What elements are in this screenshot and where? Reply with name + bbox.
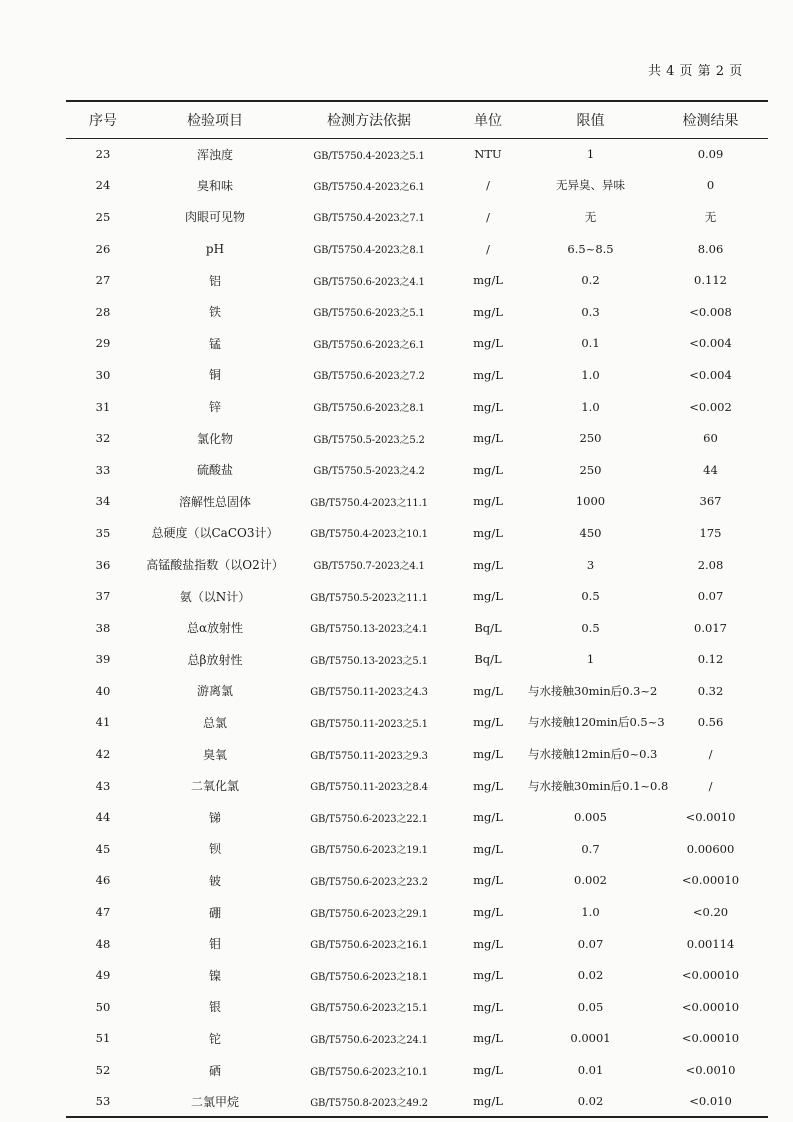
- cell-test-method: GB/T5750.11-2023之5.1: [310, 718, 428, 730]
- header-test-item: 检验项目: [140, 101, 290, 138]
- cell-test-method: GB/T5750.8-2023之49.2: [290, 1086, 448, 1118]
- page-indicator: 共 4 页 第 2 页: [648, 64, 743, 79]
- cell-serial-no: 27: [95, 273, 111, 288]
- cell-limit: 0.3: [581, 304, 600, 319]
- header-test-method: 检测方法依据: [290, 101, 448, 138]
- cell-serial-no: 33: [95, 462, 111, 477]
- cell-test-item: 铝: [208, 273, 221, 288]
- cell-limit: 6.5~8.5: [567, 241, 614, 256]
- table-row: [66, 233, 768, 265]
- cell-test-item: 氨（以N计）: [179, 589, 251, 604]
- cell-unit: mg/L: [473, 494, 503, 509]
- cell-result: 175: [699, 525, 722, 540]
- cell-unit: mg/L: [473, 936, 503, 951]
- cell-unit: mg/L: [473, 810, 503, 825]
- table-row: [66, 486, 768, 518]
- cell-unit: mg/L: [473, 683, 503, 698]
- cell-test-method: GB/T5750.5-2023之5.2: [313, 434, 425, 446]
- cell-unit: mg/L: [473, 367, 503, 382]
- cell-result: 60: [703, 431, 718, 446]
- cell-test-item: 总β放射性: [187, 652, 243, 667]
- cell-unit: mg/L: [473, 336, 503, 351]
- cell-test-method: GB/T5750.4-2023之11.1: [310, 497, 428, 509]
- cell-limit: 0.02: [577, 968, 604, 983]
- cell-test-method: GB/T5750.7-2023之4.1: [313, 561, 425, 573]
- cell-test-item: 总硬度（以CaCO3计）: [151, 526, 279, 541]
- test-results-table: [66, 100, 768, 1118]
- cell-test-item: 肉眼可见物: [184, 210, 245, 225]
- cell-unit: mg/L: [473, 999, 503, 1014]
- cell-result: 0.12: [697, 652, 724, 667]
- cell-limit: 0.2: [581, 273, 600, 288]
- cell-result: <0.004: [689, 367, 732, 382]
- cell-serial-no: 36: [95, 557, 111, 572]
- cell-test-method: GB/T5750.6-2023之5.1: [313, 308, 425, 320]
- cell-limit: 0.01: [577, 1063, 604, 1078]
- cell-result: <0.0010: [685, 810, 736, 825]
- cell-limit: 250: [579, 431, 602, 446]
- cell-result: 0.00600: [686, 841, 735, 856]
- cell-limit: 与水接触12min后0~0.3: [528, 747, 658, 762]
- cell-limit: 与水接触30min后0.1~0.8: [528, 778, 669, 793]
- cell-serial-no: 50: [95, 999, 111, 1014]
- cell-unit: mg/L: [473, 1063, 503, 1078]
- table-row: [66, 422, 768, 454]
- cell-test-method: GB/T5750.5-2023之11.1: [310, 592, 428, 604]
- cell-test-item: 镍: [208, 968, 221, 983]
- cell-unit: mg/L: [473, 557, 503, 572]
- cell-test-method: GB/T5750.4-2023之6.1: [313, 181, 425, 193]
- cell-test-item: 锑: [208, 810, 221, 825]
- table-row: [66, 517, 768, 549]
- cell-result: <0.0010: [685, 1063, 736, 1078]
- cell-test-item: 臭和味: [196, 178, 233, 193]
- table-header-row: [66, 101, 768, 138]
- cell-limit: 与水接触120min后0.5~3: [528, 715, 665, 730]
- cell-test-item: 硼: [208, 905, 221, 920]
- cell-test-method: GB/T5750.6-2023之29.1: [310, 908, 428, 920]
- table-row: [66, 675, 768, 707]
- cell-serial-no: 38: [95, 620, 111, 635]
- cell-test-item: 钡: [208, 842, 221, 857]
- table-row: [66, 801, 768, 833]
- cell-test-item: 浑浊度: [196, 147, 233, 162]
- cell-test-method: GB/T5750.6-2023之19.1: [310, 845, 428, 857]
- cell-unit: mg/L: [473, 431, 503, 446]
- cell-unit: mg/L: [473, 273, 503, 288]
- table-row: [66, 991, 768, 1023]
- cell-test-method: GB/T5750.6-2023之4.1: [313, 276, 425, 288]
- cell-test-method: GB/T5750.4-2023之7.1: [313, 213, 425, 225]
- cell-unit: Bq/L: [474, 652, 502, 667]
- cell-limit: 0.002: [574, 873, 607, 888]
- table-row: [66, 454, 768, 486]
- cell-test-item: 钼: [208, 937, 221, 952]
- table-row: [66, 359, 768, 391]
- cell-limit: 0.5: [581, 620, 600, 635]
- cell-serial-no: 49: [95, 968, 111, 983]
- cell-test-item: 锌: [208, 400, 221, 415]
- cell-limit: 1000: [575, 494, 606, 509]
- cell-limit: 0.05: [577, 999, 604, 1014]
- cell-serial-no: 31: [95, 399, 111, 414]
- cell-limit: 250: [579, 462, 602, 477]
- cell-unit: Bq/L: [474, 620, 502, 635]
- cell-test-item: 游离氯: [196, 684, 233, 699]
- cell-serial-no: 52: [95, 1063, 111, 1078]
- cell-limit: 0.1: [581, 336, 600, 351]
- cell-test-item: 银: [208, 1000, 221, 1015]
- cell-test-item: 硫酸盐: [196, 463, 233, 478]
- cell-serial-no: 39: [95, 652, 111, 667]
- cell-result: <0.00010: [681, 999, 740, 1014]
- table-row: [66, 928, 768, 960]
- cell-test-item: pH: [205, 241, 225, 256]
- cell-test-item: 铜: [208, 368, 221, 383]
- cell-limit: 450: [579, 525, 602, 540]
- cell-serial-no: 53: [66, 1086, 140, 1118]
- table-row: [66, 612, 768, 644]
- cell-result: <0.00010: [681, 873, 740, 888]
- cell-unit: mg/L: [473, 304, 503, 319]
- table-row: [66, 296, 768, 328]
- table-row: [66, 959, 768, 991]
- cell-result: 44: [703, 462, 718, 477]
- cell-test-method: GB/T5750.6-2023之23.2: [310, 876, 428, 888]
- cell-result: 8.06: [697, 241, 724, 256]
- cell-serial-no: 30: [95, 367, 111, 382]
- table-row: [66, 896, 768, 928]
- cell-limit: 0.5: [581, 589, 600, 604]
- cell-serial-no: 41: [95, 715, 111, 730]
- cell-result: 2.08: [697, 557, 724, 572]
- cell-limit: 1.0: [581, 905, 600, 920]
- cell-result: 0.09: [697, 147, 724, 162]
- cell-test-method: GB/T5750.11-2023之4.3: [310, 687, 428, 699]
- cell-unit: mg/L: [473, 525, 503, 540]
- cell-test-method: GB/T5750.5-2023之4.2: [313, 466, 425, 478]
- header-unit: 单位: [448, 101, 528, 138]
- cell-unit: mg/L: [473, 841, 503, 856]
- cell-limit: 1.0: [581, 367, 600, 382]
- cell-serial-no: 34: [95, 494, 111, 509]
- cell-limit: 与水接触30min后0.3~2: [528, 683, 658, 698]
- table-row: [66, 580, 768, 612]
- cell-serial-no: 47: [95, 905, 111, 920]
- cell-unit: mg/L: [448, 1086, 528, 1118]
- cell-serial-no: 45: [95, 841, 111, 856]
- cell-test-method: GB/T5750.6-2023之10.1: [310, 1066, 428, 1078]
- cell-unit: NTU: [474, 147, 502, 162]
- cell-unit: mg/L: [473, 462, 503, 477]
- cell-test-method: GB/T5750.4-2023之8.1: [313, 245, 425, 257]
- cell-result: <0.004: [689, 336, 732, 351]
- table-row: [66, 138, 768, 170]
- cell-test-method: GB/T5750.6-2023之24.1: [310, 1034, 428, 1046]
- cell-result: <0.00010: [681, 968, 740, 983]
- cell-result: 0.32: [697, 683, 724, 698]
- cell-result: <0.008: [689, 304, 732, 319]
- cell-test-item: 锰: [208, 336, 221, 351]
- cell-test-method: GB/T5750.13-2023之4.1: [310, 624, 428, 636]
- cell-serial-no: 46: [95, 873, 111, 888]
- table-row: [66, 707, 768, 739]
- cell-result: 0.112: [694, 273, 727, 288]
- cell-limit: 0.005: [574, 810, 607, 825]
- cell-limit: 1: [586, 652, 595, 667]
- cell-unit: /: [486, 241, 490, 256]
- cell-limit: 1: [586, 147, 595, 162]
- cell-serial-no: 44: [95, 810, 111, 825]
- cell-serial-no: 43: [95, 778, 111, 793]
- cell-test-item: 硒: [208, 1063, 221, 1078]
- cell-serial-no: 35: [95, 525, 111, 540]
- table-row: [66, 833, 768, 865]
- cell-result: 0.07: [697, 589, 724, 604]
- cell-test-item: 二氯甲烷: [140, 1086, 290, 1118]
- cell-limit: 0.07: [577, 936, 604, 951]
- table-row: [66, 644, 768, 676]
- cell-test-item: 铊: [208, 1031, 221, 1046]
- cell-serial-no: 29: [95, 336, 111, 351]
- cell-test-method: GB/T5750.13-2023之5.1: [310, 655, 428, 667]
- cell-result: 0.00114: [686, 936, 735, 951]
- cell-unit: mg/L: [473, 747, 503, 762]
- cell-unit: mg/L: [473, 905, 503, 920]
- cell-test-method: GB/T5750.4-2023之5.1: [313, 150, 425, 162]
- cell-limit: 3: [586, 557, 595, 572]
- cell-unit: /: [486, 178, 490, 193]
- cell-test-method: GB/T5750.11-2023之9.3: [310, 750, 428, 762]
- table-body: [66, 138, 768, 1117]
- cell-test-method: GB/T5750.6-2023之7.2: [313, 371, 425, 383]
- cell-test-item: 总氯: [202, 715, 227, 730]
- cell-serial-no: 25: [95, 209, 111, 224]
- cell-serial-no: 23: [95, 147, 111, 162]
- cell-unit: /: [486, 209, 490, 224]
- cell-limit: 0.02: [528, 1086, 653, 1118]
- cell-result: /: [708, 747, 713, 762]
- cell-unit: mg/L: [473, 1031, 503, 1046]
- cell-test-method: GB/T5750.6-2023之6.1: [313, 339, 425, 351]
- cell-test-method: GB/T5750.6-2023之22.1: [310, 813, 428, 825]
- cell-test-item: 高锰酸盐指数（以O2计）: [146, 558, 284, 573]
- cell-serial-no: 32: [95, 431, 111, 446]
- table-row: [66, 264, 768, 296]
- cell-test-item: 总α放射性: [186, 621, 244, 636]
- cell-unit: mg/L: [473, 589, 503, 604]
- cell-test-item: 氯化物: [196, 431, 233, 446]
- table-row: [66, 865, 768, 897]
- table-row: [66, 170, 768, 202]
- table-row: [66, 328, 768, 360]
- cell-unit: mg/L: [473, 968, 503, 983]
- cell-serial-no: 48: [95, 936, 111, 951]
- cell-unit: mg/L: [473, 399, 503, 414]
- cell-unit: mg/L: [473, 778, 503, 793]
- cell-limit: 1.0: [581, 399, 600, 414]
- table-row: [66, 201, 768, 233]
- table-row: [66, 738, 768, 770]
- cell-serial-no: 26: [95, 241, 111, 256]
- cell-limit: 无异臭、异味: [556, 178, 625, 193]
- cell-limit: 0.0001: [570, 1031, 611, 1046]
- cell-test-item: 臭氧: [202, 747, 227, 762]
- header-serial-no: 序号: [66, 101, 140, 138]
- cell-test-method: GB/T5750.4-2023之10.1: [310, 529, 428, 541]
- cell-test-item: 溶解性总固体: [178, 494, 251, 509]
- cell-result: 0.017: [694, 620, 727, 635]
- cell-test-method: GB/T5750.11-2023之8.4: [310, 782, 428, 794]
- cell-limit: 0.7: [581, 841, 600, 856]
- cell-serial-no: 40: [95, 683, 111, 698]
- table-row: [66, 1054, 768, 1086]
- cell-serial-no: 37: [95, 589, 111, 604]
- cell-test-method: GB/T5750.6-2023之8.1: [313, 403, 425, 415]
- cell-result: 367: [699, 494, 722, 509]
- table-row: [66, 1086, 768, 1118]
- cell-result: <0.002: [689, 399, 732, 414]
- cell-result: /: [708, 778, 713, 793]
- cell-result: <0.010: [653, 1086, 768, 1118]
- table-row: [66, 391, 768, 423]
- cell-result: 0: [706, 178, 715, 193]
- table-row: [66, 1023, 768, 1055]
- cell-result: 无: [704, 209, 717, 224]
- cell-test-method: GB/T5750.6-2023之16.1: [310, 940, 428, 952]
- cell-unit: mg/L: [473, 715, 503, 730]
- cell-test-method: GB/T5750.6-2023之15.1: [310, 1003, 428, 1015]
- cell-result: 0.56: [697, 715, 724, 730]
- cell-test-item: 铁: [208, 305, 221, 320]
- cell-limit: 无: [584, 209, 597, 224]
- cell-test-item: 二氧化氯: [190, 779, 239, 794]
- cell-serial-no: 51: [95, 1031, 111, 1046]
- header-result: 检测结果: [653, 101, 768, 138]
- cell-serial-no: 28: [95, 304, 111, 319]
- cell-test-method: GB/T5750.6-2023之18.1: [310, 971, 428, 983]
- cell-serial-no: 24: [95, 178, 111, 193]
- table-row: [66, 770, 768, 802]
- cell-result: <0.20: [692, 905, 729, 920]
- header-limit: 限值: [528, 101, 653, 138]
- cell-unit: mg/L: [473, 873, 503, 888]
- table-row: [66, 549, 768, 581]
- cell-serial-no: 42: [95, 747, 111, 762]
- cell-test-item: 铍: [208, 873, 221, 888]
- cell-result: <0.00010: [681, 1031, 740, 1046]
